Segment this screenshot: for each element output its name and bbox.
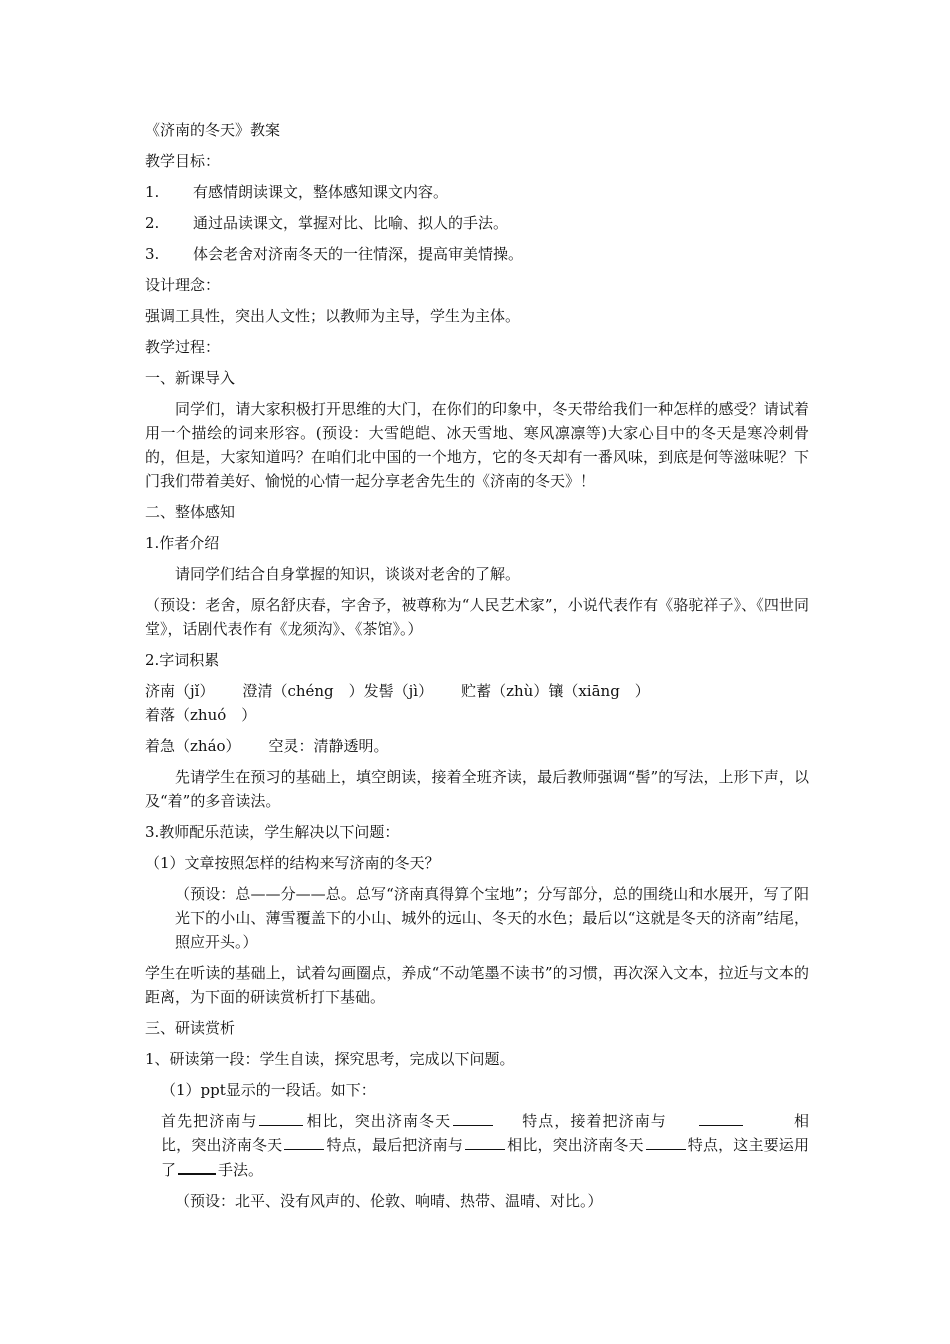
goal-text: 体会老舍对济南冬天的一往情深，提高审美情操。 — [193, 245, 524, 263]
answer-blank — [259, 1109, 303, 1126]
goal-number: 2. — [145, 214, 160, 232]
fill-text: 特点，最后把济南与 — [326, 1136, 463, 1154]
goal-number: 1. — [145, 183, 160, 201]
fill-preset: （预设：北平、没有风声的、伦敦、响晴、热带、温晴、对比。） — [175, 1192, 603, 1210]
answer-blank — [646, 1133, 686, 1150]
concept-text: 强调工具性，突出人文性；以教师为主导，学生为主体。 — [145, 307, 521, 325]
author-prompt: 请同学们结合自身掌握的知识，谈谈对老舍的了解。 — [175, 565, 521, 583]
section-heading: 二、整体感知 — [145, 503, 236, 521]
question-1-preset: （预设：总——分——总。总写“济南真得算个宝地”；分写部分，总的围绕山和水展开，写了阳光下的小山、薄雪覆盖下的小山、城外的远山、冬天的水色；最后以“这就是冬天的济南”结尾，照应开头。） — [175, 885, 809, 951]
goals-heading: 教学目标： — [145, 152, 221, 170]
vocab-word: 澄清（chéng ）发髻（jì） — [242, 682, 434, 700]
vocab-word: 济南（jǐ） — [145, 682, 215, 700]
section-heading: 一、新课导入 — [145, 369, 236, 387]
question-1: （1）文章按照怎样的结构来写济南的冬天？ — [145, 854, 440, 872]
fill-text: 特点，接着把济南与 — [521, 1112, 667, 1130]
vocab-line — [145, 679, 809, 727]
document-title: 《济南的冬天》教案 — [145, 121, 281, 139]
habit-paragraph: 学生在听读的基础上，试着勾画圈点，养成“不动笔墨不读书”的习惯，再次深入文本，拉近与文本的距离，为下面的研读赏析打下基础。 — [145, 964, 809, 1006]
subsection-heading: 3.教师配乐范读，学生解决以下问题： — [145, 823, 400, 841]
section-heading: 三、研读赏析 — [145, 1019, 236, 1037]
goal-item — [145, 180, 809, 204]
answer-blank — [465, 1133, 505, 1150]
fill-text: 相比，突出济南冬天 — [305, 1112, 452, 1130]
subsection-heading: 2.字词积累 — [145, 651, 220, 669]
fill-text: 特点，这主要运用了 — [161, 1136, 809, 1179]
vocab-word: 空灵：清静透明。 — [268, 737, 389, 755]
goal-item — [145, 242, 809, 266]
ppt-line: （1）ppt显示的一段话。如下： — [161, 1081, 376, 1099]
goal-text: 有感情朗读课文，整体感知课文内容。 — [193, 183, 449, 201]
vocab-word: 着落（zhuó ） — [145, 706, 257, 724]
fill-text: 手法。 — [218, 1161, 264, 1179]
fill-text: 相比，突出济南冬天 — [506, 1136, 644, 1154]
answer-blank — [453, 1109, 493, 1126]
fill-text: 首先把济南与 — [161, 1112, 258, 1130]
lesson-plan-document — [145, 118, 809, 1220]
answer-blank — [284, 1133, 324, 1150]
author-preset: （预设：老舍，原名舒庆春，字舍予，被尊称为“人民艺术家”，小说代表作有《骆驼祥子》、《四世同堂》，话剧代表作有《龙须沟》、《茶馆》。） — [145, 596, 809, 638]
fill-text: 相比，突出济南冬天 — [161, 1112, 809, 1154]
vocab-word: 贮蓄（zhù）镶（xiāng ） — [461, 682, 650, 700]
answer-blank — [178, 1157, 216, 1175]
intro-paragraph: 同学们，请大家积极打开思维的大门，在你们的印象中，冬天带给我们一种怎样的感受？请试着用一个描绘的词来形容。(预设：大雪皑皑、冰天雪地、寒风凛凛等)大家心目中的冬天是寒冷刺骨的，但是，大家知道吗？在咱们北中国的一个地方，它的冬天却有一番风味，到底是何等滋味呢？下门我们带着美好、愉悦的心情一起分享老舍先生的《济南的冬天》！ — [145, 400, 809, 490]
vocab-word: 着急（zháo） — [145, 737, 241, 755]
goal-number: 3. — [145, 245, 160, 263]
answer-blank — [699, 1109, 743, 1126]
subsection-heading: 1.作者介绍 — [145, 534, 220, 552]
goal-text: 通过品读课文，掌握对比、比喻、拟人的手法。 — [193, 214, 509, 232]
goal-item — [145, 211, 809, 235]
study-item: 1、研读第一段：学生自读，探究思考，完成以下问题。 — [145, 1050, 515, 1068]
process-heading: 教学过程： — [145, 338, 221, 356]
vocab-line — [145, 734, 809, 758]
fill-in-blank-paragraph — [145, 1109, 809, 1182]
concept-heading: 设计理念： — [145, 276, 221, 294]
vocab-paragraph: 先请学生在预习的基础上，填空朗读，接着全班齐读，最后教师强调“髻”的写法，上形下声，以及“着”的多音读法。 — [145, 768, 809, 810]
